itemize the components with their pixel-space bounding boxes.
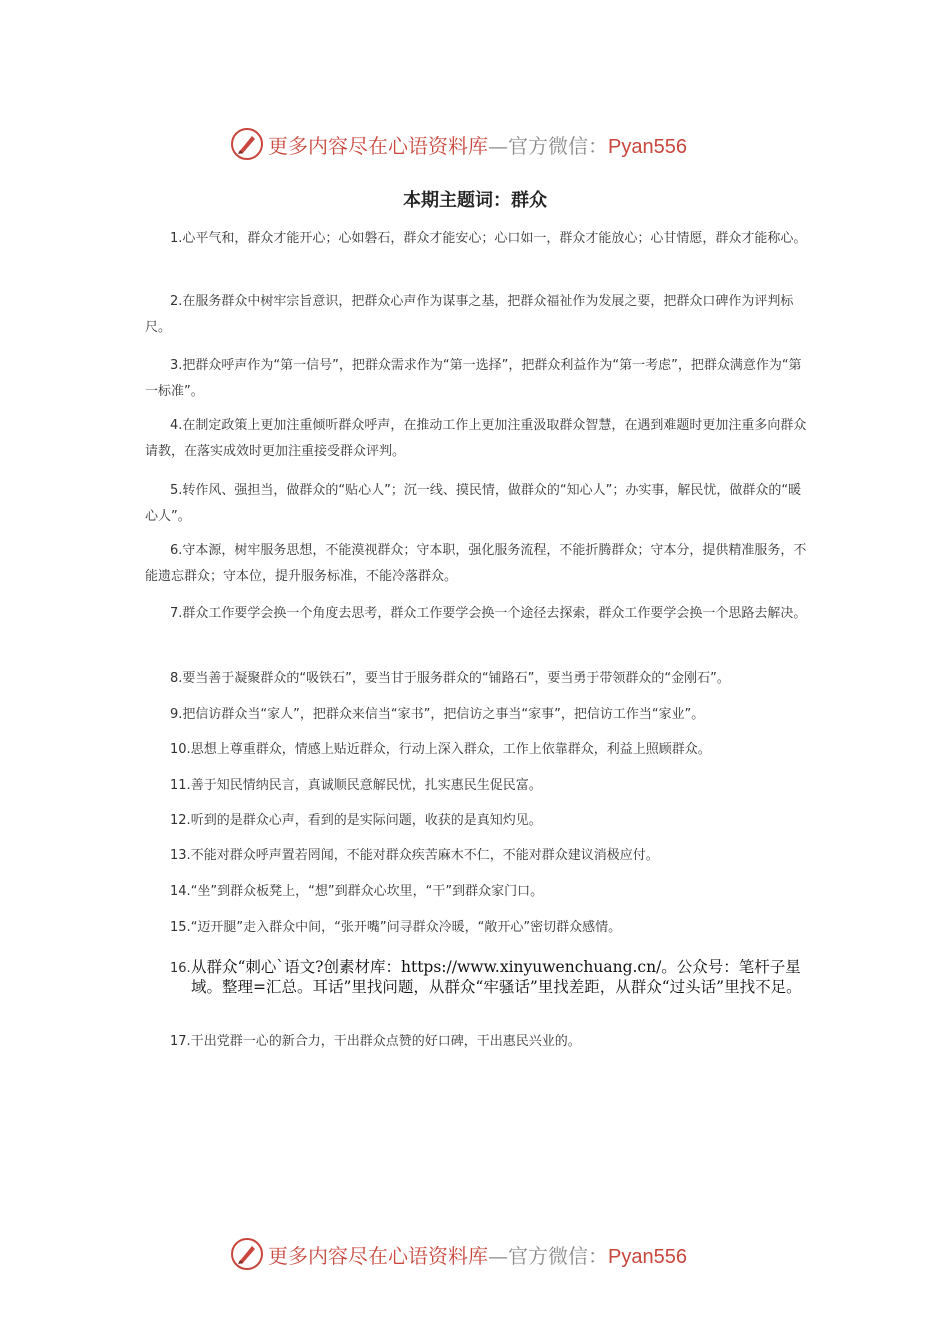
list-item: 3.把群众呼声作为“第一信号”，把群众需求作为“第一选择”，把群众利益作为“第一考虑”，把群众满意作为“第一标准”。 — [145, 358, 802, 399]
page-title: 本期主题词：群众 — [403, 190, 547, 211]
list-item: 1.心平气和，群众才能开心；心如磐石，群众才能安心；心口如一，群众才能放心；心甘情愿，群众才能称心。 — [170, 231, 807, 246]
banner-main-text: 更多内容尽在心语资料库 — [268, 133, 488, 158]
list-item: 12.听到的是群众心声，看到的是实际问题，收获的是真知灼见。 — [170, 813, 542, 828]
list-item: 13.不能对群众呼声置若罔闻，不能对群众疾苦麻木不仁，不能对群众建议消极应付。 — [170, 848, 659, 863]
watermark-banner-top — [230, 124, 687, 164]
pen-logo-icon — [230, 1237, 264, 1271]
pen-logo-icon — [230, 127, 264, 161]
list-item: 14.“坐”到群众板凳上，“想”到群众心坎里，“干”到群众家门口。 — [170, 884, 544, 899]
list-item: 11.善于知民情纳民言，真诚顺民意解民忧，扎实惠民生促民富。 — [170, 778, 542, 793]
banner-dash: — — [488, 133, 508, 158]
banner-dash: — — [488, 1243, 508, 1268]
banner-main-text: 更多内容尽在心语资料库 — [268, 1243, 488, 1268]
banner-wechat-id: Pyan556 — [608, 1245, 687, 1268]
list-item: 10.思想上尊重群众，情感上贴近群众，行动上深入群众，工作上依靠群众，利益上照顾群众。 — [170, 742, 711, 757]
watermark-banner-bottom — [230, 1234, 687, 1274]
list-item: 8.要当善于凝聚群众的“吸铁石”，要当甘于服务群众的“铺路石”，要当勇于带领群众的“金刚石”。 — [170, 671, 730, 686]
list-item: 2.在服务群众中树牢宗旨意识，把群众心声作为谋事之基，把群众福祉作为发展之要，把群众口碑作为评判标尺。 — [145, 294, 794, 335]
list-item: 16.从群众“刺心`语文?创素材库：https://www.xinyuwenchuang.cn/。公众号：笔杆子星域。整理=汇总。耳话”里找问题，从群众“牢骚话”里找差距，从群众“过头话”里找不足。 — [170, 958, 802, 996]
list-item: 5.转作风、强担当，做群众的“贴心人”；沉一线、摸民情，做群众的“知心人”；办实事，解民忧，做群众的“暖心人”。 — [145, 483, 802, 524]
list-item: 4.在制定政策上更加注重倾听群众呼声，在推动工作上更加注重汲取群众智慧，在遇到难题时更加注重多向群众请教，在落实成效时更加注重接受群众评判。 — [145, 418, 807, 459]
banner-wechat-id: Pyan556 — [608, 135, 687, 158]
list-item: 9.把信访群众当“家人”，把群众来信当“家书”，把信访之事当“家事”，把信访工作当“家业”。 — [170, 707, 705, 722]
list-item: 15.“迈开腿”走入群众中间，“张开嘴”问寻群众冷暖，“敞开心”密切群众感情。 — [170, 920, 622, 935]
list-item: 7.群众工作要学会换一个角度去思考，群众工作要学会换一个途径去探索，群众工作要学会换一个思路去解决。 — [170, 606, 807, 621]
list-item: 6.守本源，树牢服务思想，不能漠视群众；守本职，强化服务流程，不能折腾群众；守本分，提供精准服务，不能遗忘群众；守本位，提升服务标准，不能冷落群众。 — [145, 543, 807, 584]
banner-official-label: 官方微信： — [508, 133, 608, 158]
list-item: 17.干出党群一心的新合力，干出群众点赞的好口碑，干出惠民兴业的。 — [170, 1034, 581, 1049]
banner-text — [268, 1240, 687, 1269]
banner-text — [268, 130, 687, 159]
banner-official-label: 官方微信： — [508, 1243, 608, 1268]
